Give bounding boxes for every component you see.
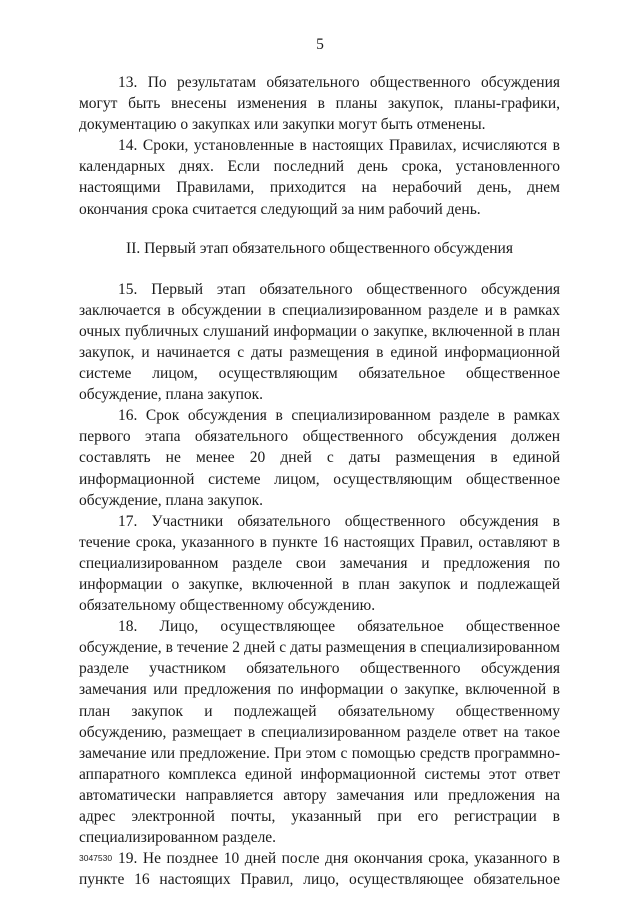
section-heading: II. Первый этап обязательного общественного обсуждения	[126, 239, 513, 257]
paragraph-16: 16. Срок обсуждения в специализированном разделе в рамках первого этапа обязательного общественного обсуждения должен составлять не менее 20 дней с даты размещения в единой информационной системе лицом, осуществляющим общественное обсуждение, плана закупок.	[79, 407, 560, 509]
paragraph-13: 13. По результатам обязательного общественного обсуждения могут быть внесены изменения в планы закупок, планы-графики, документацию о закупках или закупки могут быть отменены.	[79, 74, 560, 134]
paragraph-15: 15. Первый этап обязательного общественного обсуждения заключается в обсуждении в специализированном разделе и в рамках очных публичных слушаний информации о закупке, включенной в план закупок, и начинается с даты размещения в единой информационной системе лицом, осуществляющим обязательное общественное обсуждение, плана закупок.	[79, 280, 560, 404]
paragraph-19: 19. Не позднее 10 дней после дня окончания срока, указанного в пункте 16 настоящих Правил, лицо, осуществляющее обязательное	[79, 850, 560, 889]
paragraph-18: 18. Лицо, осуществляющее обязательное общественное обсуждение, в течение 2 дней с даты размещения в специализированном разделе участником обязательного общественного обсуждения замечания или предложения по информации о закупке, включенной в план закупок и подлежащей обязательному общественному обсуждению, размещает в специализированном разделе ответ на такое замечание или предложение. При этом с помощью средств программно-аппаратного комплекса единой информационной системы этот ответ автоматически направляется автору замечания или предложения на адрес электронной почты, указанный при его регистрации в специализированном разделе.	[79, 618, 560, 847]
document-body	[79, 72, 560, 890]
page-number: 5	[316, 36, 324, 53]
paragraph-17: 17. Участники обязательного общественного обсуждения в течение срока, указанного в пункте 16 настоящих Правил, оставляют в специализированном разделе свои замечания и предложения по информации о закупке, включенной в план закупок и подлежащей обязательному общественному обсуждению.	[79, 512, 560, 615]
paragraph-14: 14. Сроки, установленные в настоящих Правилах, исчисляются в календарных днях. Если последний день срока, установленного настоящими Правилами, приходится на нерабочий день, днем окончания срока считается следующий за ним рабочий день.	[79, 137, 560, 218]
document-code: 3047530	[79, 853, 113, 863]
